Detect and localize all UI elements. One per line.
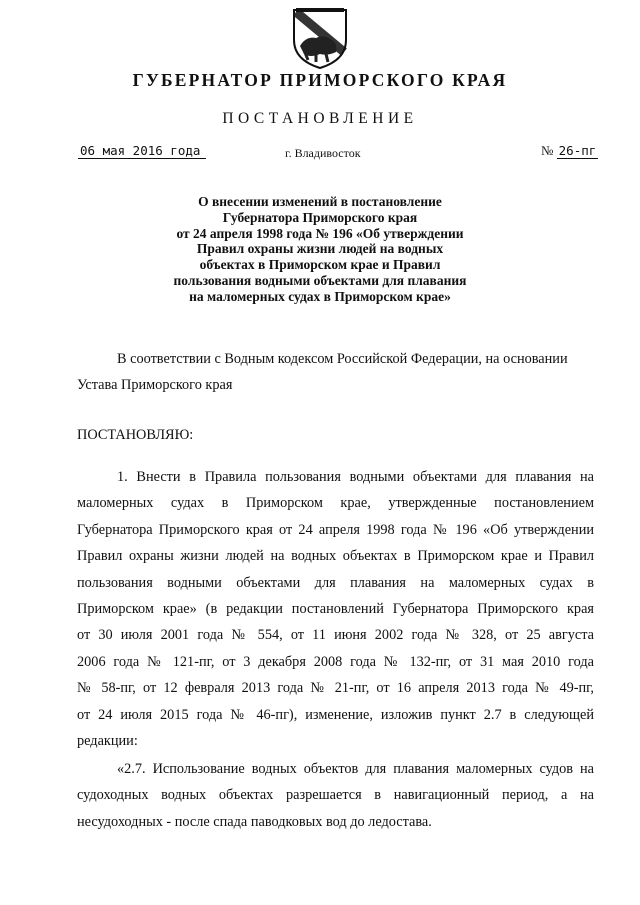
preamble-line: В соответствии с Водным кодексом Российской Федерации, на основании [117, 351, 568, 367]
authority-title: ГУБЕРНАТОР ПРИМОРСКОГО КРАЯ [132, 70, 508, 90]
heading-line: пользования водными объектами для плавания [173, 272, 467, 288]
item-2-7-line: судоходных водных объектах разрешается в навигационный период, а на [77, 787, 594, 804]
item-1-line: маломерных судах в Приморском крае, утвержденные постановлением [77, 495, 594, 512]
document-date: 06 мая 2016 года [78, 143, 206, 159]
document-heading [0, 194, 640, 305]
resolve-text: ПОСТАНОВЛЯЮ: [77, 427, 194, 443]
preamble-paragraph [77, 346, 594, 399]
item-1-line: Правил охраны жизни людей на водных объектах в Приморском крае и Правил [77, 548, 594, 565]
item-1-line: от 24 июля 2015 года № 46-пг), изменение, изложив пункт 2.7 в следующей [77, 706, 594, 723]
document-city: г. Владивосток [285, 146, 361, 160]
heading-line: объектах в Приморском крае и Правил [199, 257, 441, 273]
heading-line: Правил охраны жизни людей на водных [196, 241, 444, 257]
heading-line: О внесении изменений в постановление [198, 194, 442, 209]
number-prefix: № [541, 143, 554, 158]
item-1-line: редакции: [77, 732, 138, 749]
item-1-line: Губернатора Приморского края от 24 апреля 1998 года № 196 «Об утверждении [77, 521, 594, 538]
item-2-7-line: несудоходных - после спада паводковых вод до ледостава. [77, 813, 432, 830]
item-1-line: от 30 июля 2001 года № 554, от 11 июня 2002 года № 328, от 25 августа [77, 627, 594, 644]
preamble-line: Устава Приморского края [77, 377, 233, 394]
document-type: ПОСТАНОВЛЕНИЕ [222, 110, 418, 127]
item-1-line: пользования водными объектами для плавания на маломерных судах в [77, 574, 594, 591]
item-1-line: 2006 года № 121-пг, от 3 декабря 2008 года № 132-пг, от 31 мая 2010 года [77, 653, 594, 670]
item-1-line: 1. Внести в Правила пользования водными объектами для плавания на [117, 469, 594, 485]
coat-of-arms-emblem [290, 6, 350, 70]
item-1-line: № 58-пг, от 12 февраля 2013 года № 21-пг, от 16 апреля 2013 года № 49-пг, [77, 680, 594, 697]
item-2-7-line: «2.7. Использование водных объектов для плавания маломерных судов на [117, 761, 594, 777]
item-2-7-paragraph [77, 756, 594, 835]
document-number [541, 143, 598, 159]
number-value: 26-пг [558, 143, 597, 158]
item-1-line: Приморском крае» (в редакции постановлений Губернатора Приморского края [77, 600, 594, 617]
heading-line: Губернатора Приморского края [222, 209, 418, 225]
item-1-paragraph [77, 464, 594, 754]
heading-line: на маломерных судах в Приморском крае» [189, 288, 451, 304]
resolve-word [77, 422, 594, 448]
heading-line: от 24 апреля 1998 года № 196 «Об утверждении [176, 225, 464, 241]
